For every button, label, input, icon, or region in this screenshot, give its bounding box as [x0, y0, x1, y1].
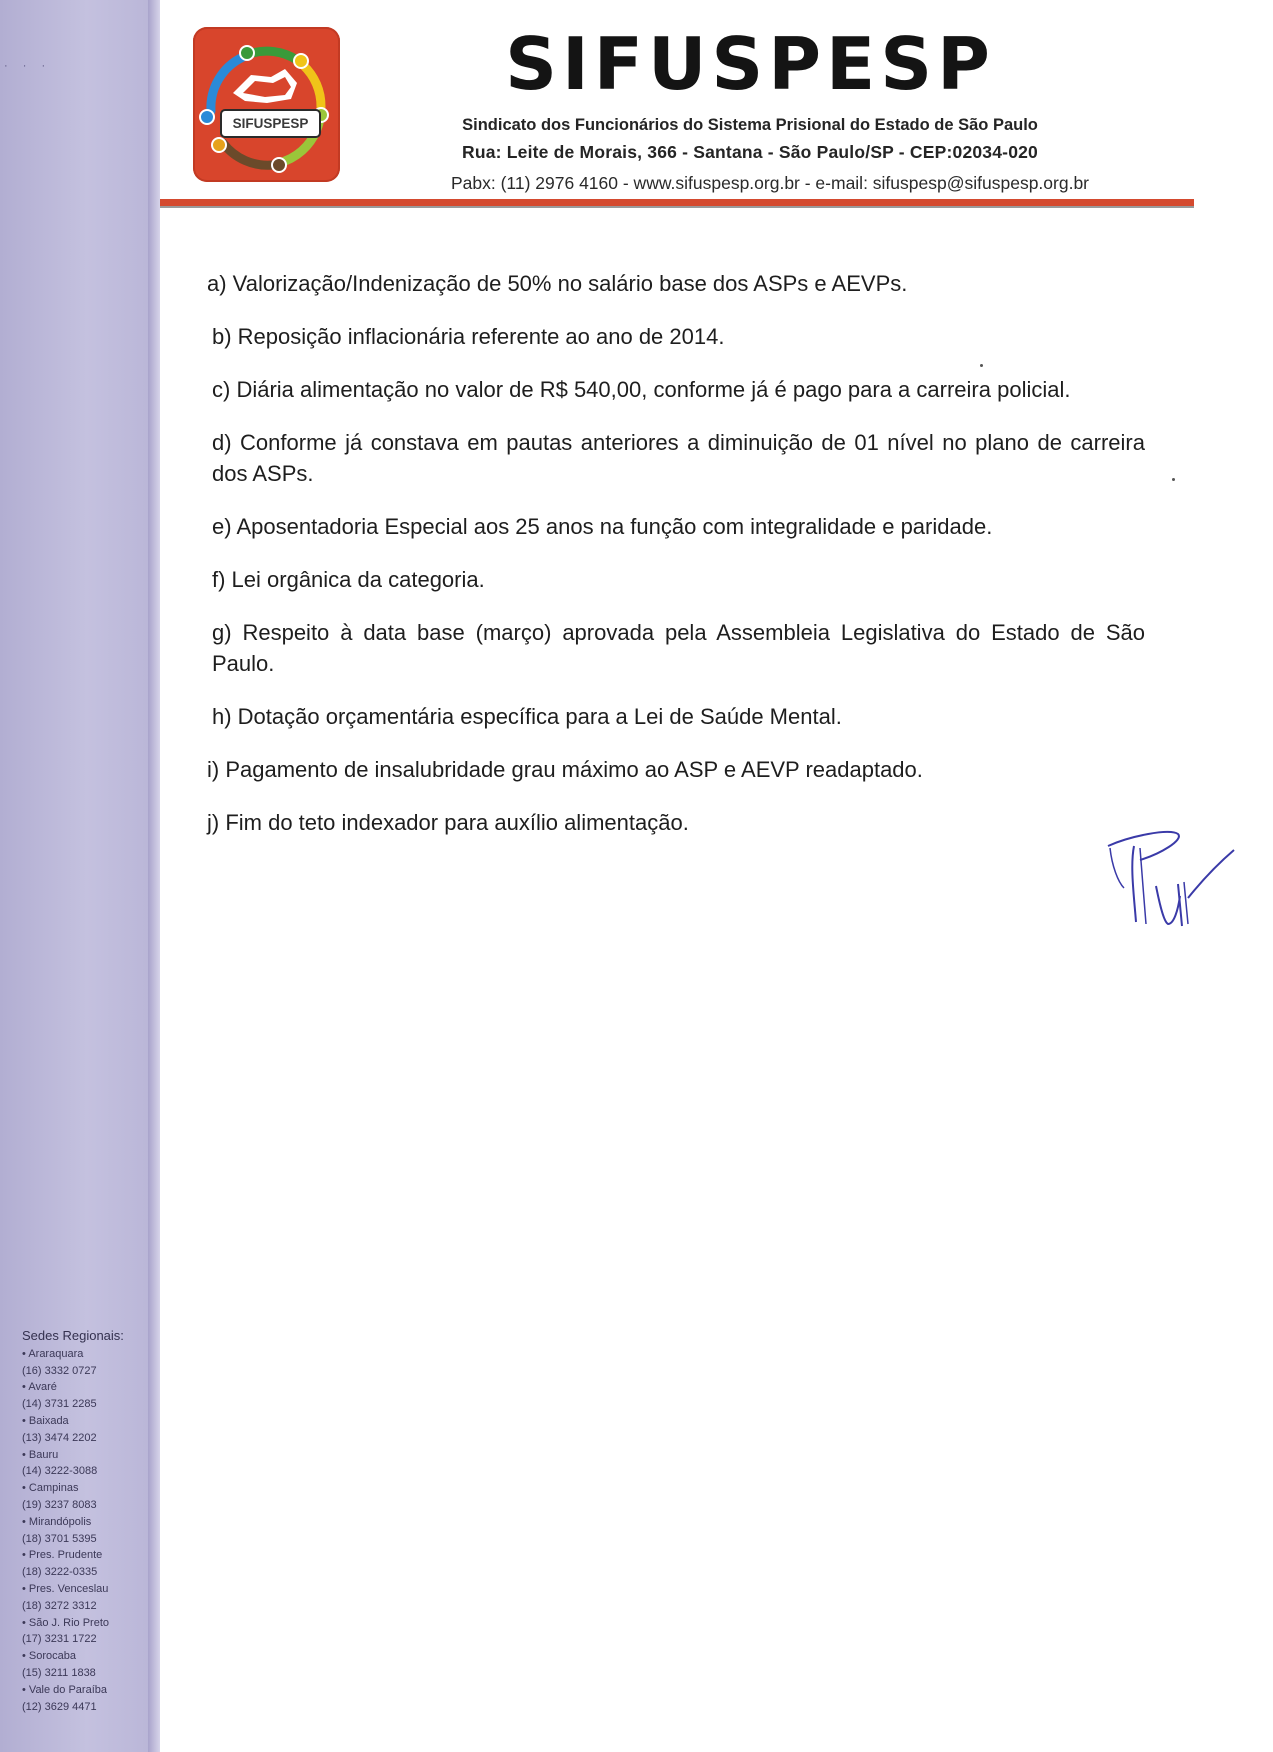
logo-wordmark: SIFUSPESP — [220, 109, 321, 138]
regional-phone: (14) 3731 2285 — [22, 1398, 97, 1411]
regional-phone: (12) 3629 4471 — [22, 1700, 97, 1713]
organization-name: SIFUSPESP — [505, 22, 995, 106]
regional-phone: (19) 3237 8083 — [22, 1498, 97, 1511]
demand-item: a) Valorização/Indenização de 50% no salário base dos ASPs e AEVPs. — [207, 271, 908, 296]
regional-phone: (14) 3222-3088 — [22, 1465, 98, 1478]
regional-phone: (13) 3474 2202 — [22, 1431, 97, 1444]
demand-item: i) Pagamento de insalubridade grau máximo ao ASP e AEVP readaptado. — [207, 757, 923, 782]
logo-emblem-graphic — [193, 27, 340, 182]
demand-item: h) Dotação orçamentária específica para a Lei de Saúde Mental. — [212, 704, 842, 729]
regional-city: • Mirandópolis — [22, 1514, 152, 1531]
regional-phone: (18) 3222-0335 — [22, 1566, 98, 1579]
regional-city: • Bauru — [22, 1447, 152, 1464]
regional-phone: (15) 3211 1838 — [22, 1666, 96, 1679]
regional-city: • São J. Rio Preto — [22, 1615, 152, 1632]
demand-item: g) Respeito à data base (março) aprovada pela Assembleia Legislativa do Estado de São Paulo. — [212, 620, 1145, 676]
organization-address: Rua: Leite de Morais, 366 - Santana - São Paulo/SP - CEP:02034-020 — [462, 142, 1038, 162]
scan-speck — [1172, 478, 1175, 481]
regional-phone: (16) 3332 0727 — [22, 1364, 97, 1377]
demand-item: d) Conforme já constava em pautas anteriores a diminuição de 01 nível no plano de carreira dos ASPs. — [212, 430, 1145, 486]
regional-city: • Vale do Paraíba — [22, 1682, 152, 1699]
regional-phone: (18) 3272 3312 — [22, 1599, 97, 1612]
regional-city: • Pres. Prudente — [22, 1547, 152, 1564]
organization-contact: Pabx: (11) 2976 4160 - www.sifuspesp.org.br - e-mail: sifuspesp@sifuspesp.org.br — [450, 173, 1089, 193]
handwritten-signature — [1100, 826, 1240, 941]
regional-phone: (18) 3701 5395 — [22, 1532, 97, 1545]
regional-city: • Baixada — [22, 1413, 152, 1430]
organization-fullname: Sindicato dos Funcionários do Sistema Prisional do Estado de São Paulo — [462, 116, 1038, 134]
demand-item: j) Fim do teto indexador para auxílio alimentação. — [207, 810, 689, 835]
regional-city: • Campinas — [22, 1480, 152, 1497]
header-rule-gray — [160, 206, 1194, 208]
demand-item: f) Lei orgânica da categoria. — [212, 567, 485, 592]
signature-drawing — [1100, 826, 1240, 936]
demand-item: e) Aposentadoria Especial aos 25 anos na função com integralidade e paridade. — [212, 514, 993, 539]
regional-city: • Araraquara — [22, 1346, 152, 1363]
regional-offices-title: Sedes Regionais: — [22, 1328, 124, 1343]
header-rule-red — [160, 199, 1194, 206]
demand-item: b) Reposição inflacionária referente ao ano de 2014. — [212, 324, 725, 349]
scan-speck — [980, 364, 983, 367]
regional-phone: (17) 3231 1722 — [22, 1633, 97, 1646]
demands-list — [207, 268, 1145, 860]
regional-city: • Pres. Venceslau — [22, 1581, 152, 1598]
sidebar-scan-marks: · · · — [4, 60, 52, 72]
regional-offices — [22, 1328, 152, 1715]
union-logo — [193, 27, 340, 182]
demand-item: c) Diária alimentação no valor de R$ 540,00, conforme já é pago para a carreira policial. — [212, 377, 1071, 402]
regional-city: • Avaré — [22, 1379, 152, 1396]
regional-city: • Sorocaba — [22, 1648, 152, 1665]
